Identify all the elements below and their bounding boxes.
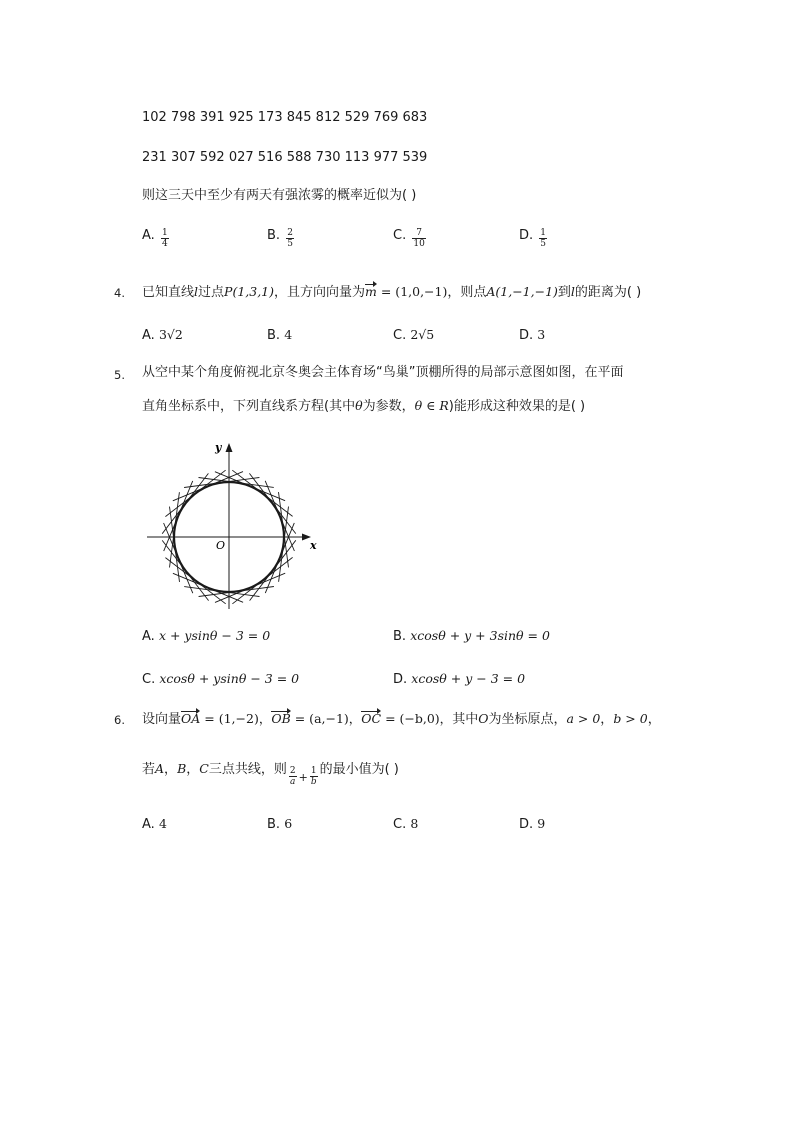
q4-vector-m: m xyxy=(365,284,377,299)
q6-fraction-2-over-a: $\frac{2}{a}$ xyxy=(289,766,296,787)
q4-option-b[interactable]: B. 4 xyxy=(267,327,293,343)
y-axis-arrow xyxy=(226,443,233,452)
birds-nest-figure xyxy=(143,435,333,610)
random-number-line-2: 231 307 592 027 516 588 730 113 977 539 xyxy=(142,150,428,165)
origin-label: O xyxy=(216,539,226,552)
q6-stem-line2: 若A，B，C三点共线，则 $\frac{2}{a}$ $_+$ $\frac{1}{b}$ 的最小值为( ) xyxy=(142,761,399,787)
q5-option-a[interactable]: A. x + ysinθ − 3 = 0 xyxy=(142,628,271,644)
q5-option-b[interactable]: B. xcosθ + y + 3sinθ = 0 xyxy=(393,628,550,644)
q4-option-a[interactable]: A. 3√2 xyxy=(142,327,183,343)
q4-stem: 已知直线l过点P(1,3,1)，且方向向量为m = (1,0,−1)，则点A(1,−1,−1)到l的距离为( ) xyxy=(142,284,642,300)
q3-option-d-fraction: $\frac{1}{5}$ xyxy=(540,228,547,249)
q5-option-c[interactable]: C. xcosθ + ysinθ − 3 = 0 xyxy=(142,671,300,687)
q6-option-a[interactable]: A. 4 xyxy=(142,816,167,832)
q5-number: 5. xyxy=(114,368,125,382)
q4-option-c[interactable]: C. 2√5 xyxy=(393,327,435,343)
q3-option-c[interactable]: C. $\frac{7}{10}$ xyxy=(393,228,425,249)
q5-stem-line2: 直角坐标系中，下列直线系方程(其中θ为参数，θ ∈ R)能形成这种效果的是( ) xyxy=(142,398,586,414)
x-axis-label: x xyxy=(310,539,317,552)
q6-vector-ob: OB xyxy=(271,711,291,726)
q6-stem-line1: 设向量OA = (1,−2)，OB = (a,−1)，OC = (−b,0)，其中O为坐标原点，a > 0，b > 0， xyxy=(142,711,661,727)
random-number-line-1: 102 798 391 925 173 845 812 529 769 683 xyxy=(142,110,428,125)
q4-number: 4. xyxy=(114,286,125,300)
q5-stem-line1: 从空中某个角度俯视北京冬奥会主体育场“鸟巢”顶棚所得的局部示意图如图，在平面 xyxy=(142,365,624,380)
q6-option-c[interactable]: C. 8 xyxy=(393,816,419,832)
q3-option-a-fraction: $\frac{1}{4}$ xyxy=(161,228,168,249)
q3-option-c-fraction: $\frac{7}{10}$ xyxy=(413,228,425,249)
q6-number: 6. xyxy=(114,713,125,727)
q3-option-d[interactable]: D. $\frac{1}{5}$ xyxy=(519,228,547,249)
q3-option-b-fraction: $\frac{2}{5}$ xyxy=(287,228,293,249)
q6-fraction-1-over-b: $\frac{1}{b}$ xyxy=(310,766,317,787)
q6-vector-oa: OA xyxy=(181,711,201,726)
q3-stem: 则这三天中至少有两天有强浓雾的概率近似为( ) xyxy=(142,188,417,203)
q5-option-d[interactable]: D. xcosθ + y − 3 = 0 xyxy=(393,671,526,687)
q4-option-d[interactable]: D. 3 xyxy=(519,327,546,343)
q6-option-b[interactable]: B. 6 xyxy=(267,816,293,832)
q6-vector-oc: OC xyxy=(361,711,382,726)
y-axis-label: y xyxy=(215,441,222,454)
q3-option-a[interactable]: A. $\frac{1}{4}$ xyxy=(142,228,168,249)
q3-option-b[interactable]: B. $\frac{2}{5}$ xyxy=(267,228,293,249)
q6-option-d[interactable]: D. 9 xyxy=(519,816,546,832)
